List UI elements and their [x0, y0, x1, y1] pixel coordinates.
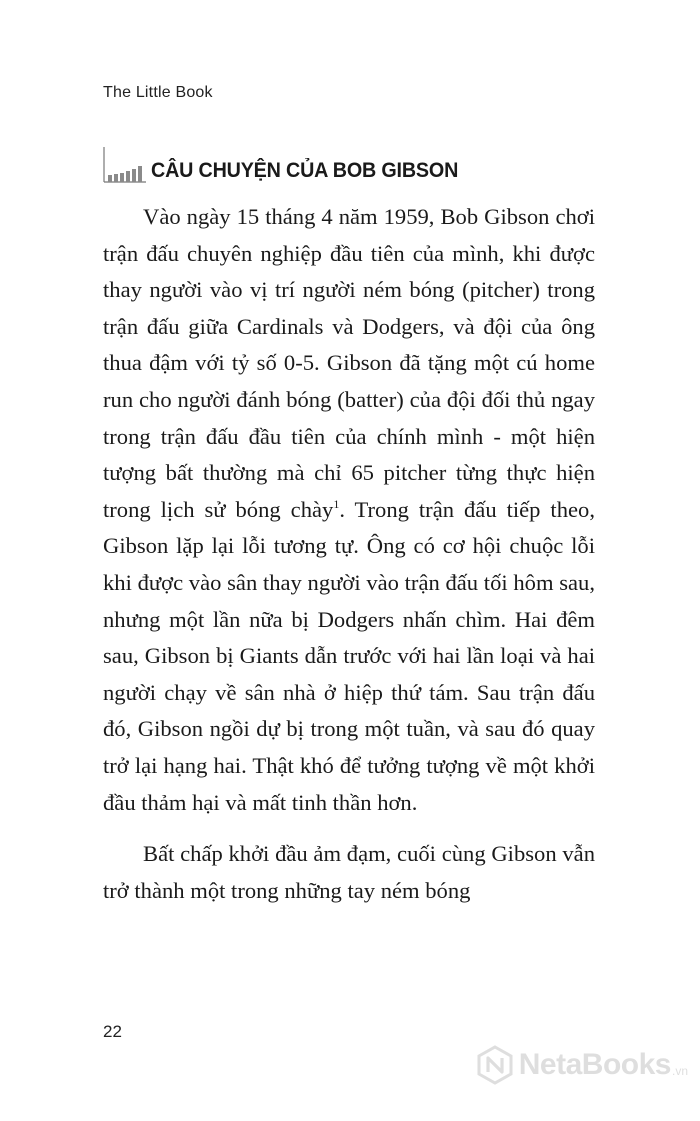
paragraph-1 — [103, 199, 595, 821]
watermark-suffix: .vn — [671, 1064, 688, 1078]
watermark-text: NetaBooks — [518, 1048, 671, 1081]
paragraph-2: Bất chấp khởi đầu ảm đạm, cuối cùng Gibson vẫn trở thành một trong những tay ném bóng — [103, 841, 595, 903]
netabooks-logo-icon — [475, 1045, 515, 1085]
watermark — [475, 1045, 688, 1085]
running-head: The Little Book — [103, 84, 213, 101]
page-number: 22 — [103, 1022, 122, 1041]
chapter-heading — [103, 145, 478, 185]
paragraph-1-text-a: Vào ngày 15 tháng 4 năm 1959, Bob Gibson chơi trận đấu chuyên nghiệp đầu tiên của mình, khi được thay người vào vị trí người ném bóng (pitcher) trong trận đấu giữa Cardinals và Dodgers, và đội của ông thua đậm với tỷ số 0-5. Gibson đã tặng một cú home run cho người đánh bóng (batter) của đội đối thủ ngay trong trận đấu đầu tiên của chính mình - một hiện tượng bất thường mà chỉ 65 pitcher từng thực hiện trong lịch sử bóng chày — [103, 204, 595, 522]
paragraph-1-text-b: . Trong trận đấu tiếp theo, Gibson lặp lại lỗi tương tự. Ông có cơ hội chuộc lỗi khi được vào sân thay người vào trận đấu tối hôm sau, nhưng một lần nữa bị Dodgers nhấn chìm. Hai đêm sau, Gibson bị Giants dẫn trước với hai lần loại và hai người chạy về sân nhà ở hiệp thứ tám. Sau trận đấu đó, Gibson ngồi dự bị trong một tuần, và sau đó quay trở lại hạng hai. Thật khó để tưởng tượng về một khởi đầu thảm hại và mất tinh thần hơn. — [103, 496, 595, 815]
footnote-marker: 1 — [333, 496, 340, 511]
bar-chart-icon — [103, 145, 147, 185]
body-text — [103, 199, 595, 909]
chapter-title: CÂU CHUYỆN CỦA BOB GIBSON — [151, 159, 459, 182]
